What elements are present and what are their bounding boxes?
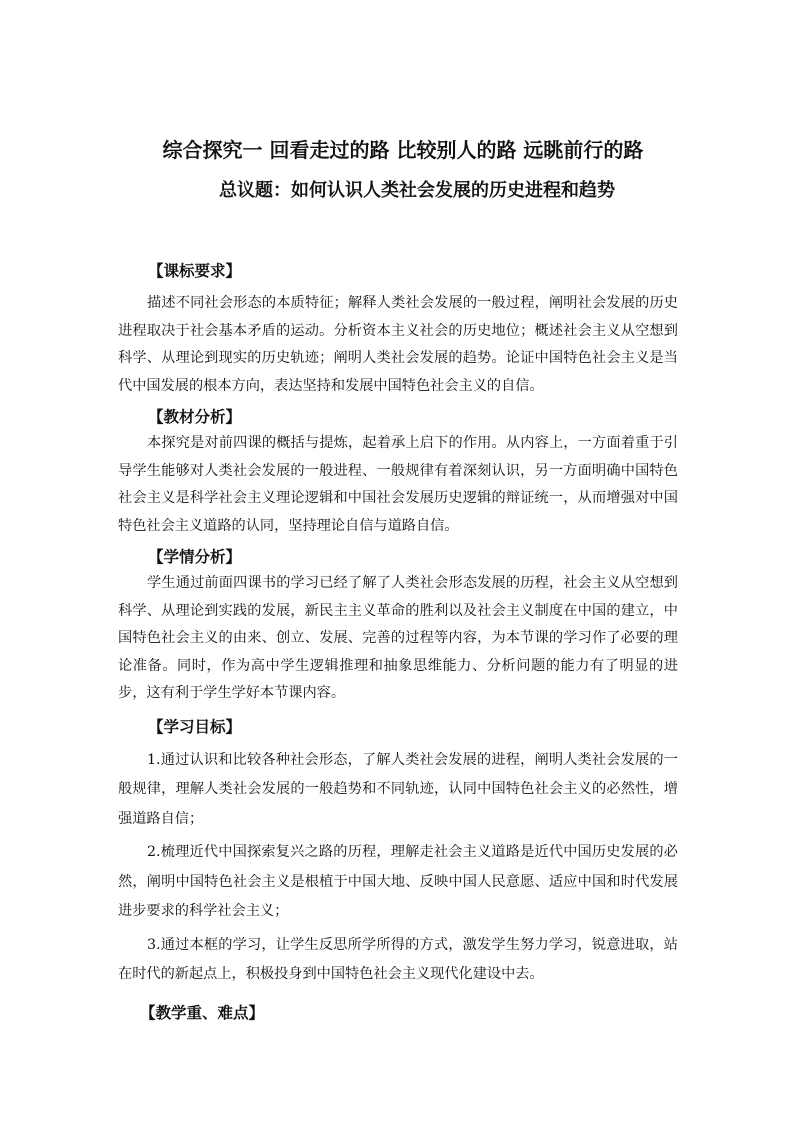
- section-text-curriculum: 描述不同社会形态的本质特征；解释人类社会发展的一般过程，阐明社会发展的历史进程取决于社会基本矛盾的运动。分析资本主义社会的历史地位；概述社会主义从空想到科学、从理论到现实的历史轨迹；阐明人类社会发展的趋势。论证中国特色社会主义是当代中国发展的根本方向，表达坚持和发展中国特色社会主义的自信。: [118, 295, 678, 394]
- document-title: 综合探究一 回看走过的路 比较别人的路 远眺前行的路: [162, 138, 644, 162]
- section-heading-students: 【学情分析】: [148, 547, 242, 566]
- objective-item: 2.梳理近代中国探索复兴之路的历程，理解走社会主义道路是近代中国历史发展的必然，阐明中国特色社会主义是根植于中国大地、反映中国人民意愿、适应中国和时代发展进步要求的科学社会主义；: [118, 844, 678, 919]
- section-heading-curriculum: 【课标要求】: [148, 261, 242, 280]
- document-subtitle: 总议题：如何认识人类社会发展的历史进程和趋势: [219, 180, 615, 201]
- section-heading-objectives: 【学习目标】: [148, 716, 242, 736]
- section-heading-keypoints: 【教学重、难点】: [140, 1002, 265, 1022]
- document-body: [118, 258, 678, 1026]
- objective-item: 3.通过本框的学习，让学生反思所学所得的方式，激发学生努力学习，锐意进取，站在时代的新起点上，积极投身到中国特色社会主义现代化建设中去。: [118, 936, 678, 982]
- section-text-textbook: 本探究是对前四课的概括与提炼，起着承上启下的作用。从内容上，一方面着重于引导学生能够对人类社会发展的一般进程、一般规律有着深刻认识，另一方面明确中国特色社会主义是科学社会主义理论逻辑和中国社会发展历史逻辑的辩证统一，从而增强对中国特色社会主义道路的认同，坚持理论自信与道路自信。: [118, 435, 678, 534]
- section-text-students: 学生通过前面四课书的学习已经了解了人类社会形态发展的历程，社会主义从空想到科学、从理论到实践的发展，新民主主义革命的胜利以及社会主义制度在中国的建立，中国特色社会主义的由来、创立、发展、完善的过程等内容，为本节课的学习作了必要的理论准备。同时，作为高中学生逻辑推理和抽象思维能力、分析问题的能力有了明显的进步，这有利于学生学好本节课内容。: [118, 575, 678, 701]
- objective-item: 1.通过认识和比较各种社会形态，了解人类社会发展的进程，阐明人类社会发展的一般规律，理解人类社会发展的一般趋势和不同轨迹，认同中国特色社会主义的必然性，增强道路自信；: [118, 751, 678, 827]
- section-heading-textbook: 【教材分析】: [148, 407, 242, 426]
